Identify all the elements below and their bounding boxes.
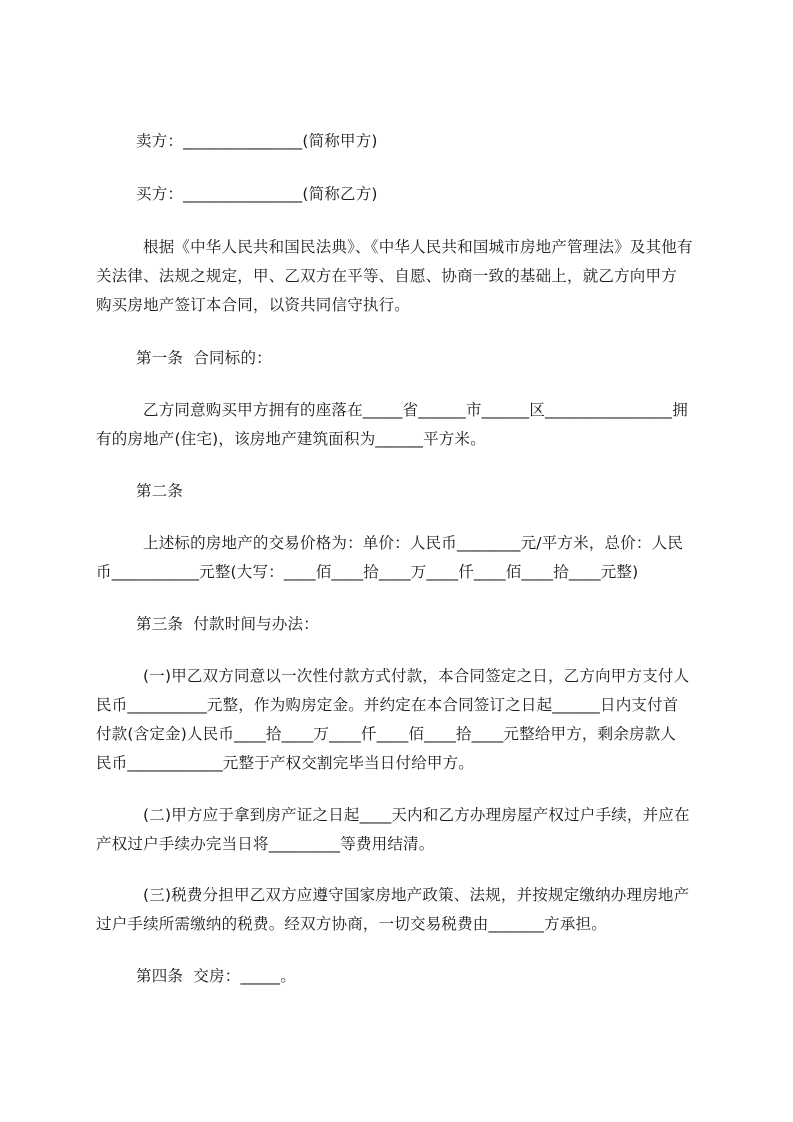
article-3-item-2-line-2: 产权过户手续办完当日将_________等费用结清。 xyxy=(96,835,435,853)
article-3-item-1-line-1: (一)甲乙双方同意以一次性付款方式付款，本合同签定之日，乙方向甲方支付人 xyxy=(143,667,690,685)
preamble-line-1: 根据《中华人民共和国民法典》、《中华人民共和国城市房地产管理法》及其他有 xyxy=(143,238,693,256)
article-1-body-line-2: 有的房地产(住宅)，该房地产建筑面积为______平方米。 xyxy=(96,430,486,448)
article-1-title: 第一条 合同标的： xyxy=(136,349,272,367)
article-3-item-1-line-2: 民币__________元整，作为购房定金。并约定在本合同签订之日起______日内支付首 xyxy=(96,696,679,714)
article-3-item-3-line-1: (三)税费分担甲乙双方应遵守国家房地产政策、法规，并按规定缴纳办理房地产 xyxy=(143,886,690,904)
article-2-body-line-2: 币___________元整(大写：____佰____拾____万____仟____佰____拾____元整) xyxy=(96,563,639,581)
article-3-item-2-line-1: (二)甲方应于拿到房产证之日起____天内和乙方办理房屋产权过户手续，并应在 xyxy=(143,806,690,824)
article-3-item-1-line-4: 民币____________元整于产权交割完毕当日付给甲方。 xyxy=(96,754,475,772)
seller-line: 卖方：_______________(简称甲方) xyxy=(136,132,378,150)
article-3-title: 第三条 付款时间与办法： xyxy=(136,615,319,633)
article-1-body-line-1: 乙方同意购买甲方拥有的座落在_____省______市______区________________拥 xyxy=(143,401,688,419)
article-4-title: 第四条 交房：_____。 xyxy=(136,967,296,985)
article-2-body-line-1: 上述标的房地产的交易价格为：单价：人民币________元/平方米，总价：人民 xyxy=(143,534,684,552)
article-3-item-1-line-3: 付款(含定金)人民币____拾____万____仟____佰____拾____元整给甲方，剩余房款人 xyxy=(96,725,677,743)
article-2-title: 第二条 xyxy=(136,482,184,500)
article-3-item-3-line-2: 过户手续所需缴纳的税费。经双方协商，一切交易税费由_______方承担。 xyxy=(96,915,607,933)
preamble-line-2: 关法律、法规之规定，甲、乙双方在平等、自愿、协商一致的基础上，就乙方向甲方 xyxy=(96,267,677,285)
preamble-line-3: 购买房地产签订本合同，以资共同信守执行。 xyxy=(96,296,411,314)
buyer-line: 买方：_______________(简称乙方) xyxy=(136,185,378,203)
